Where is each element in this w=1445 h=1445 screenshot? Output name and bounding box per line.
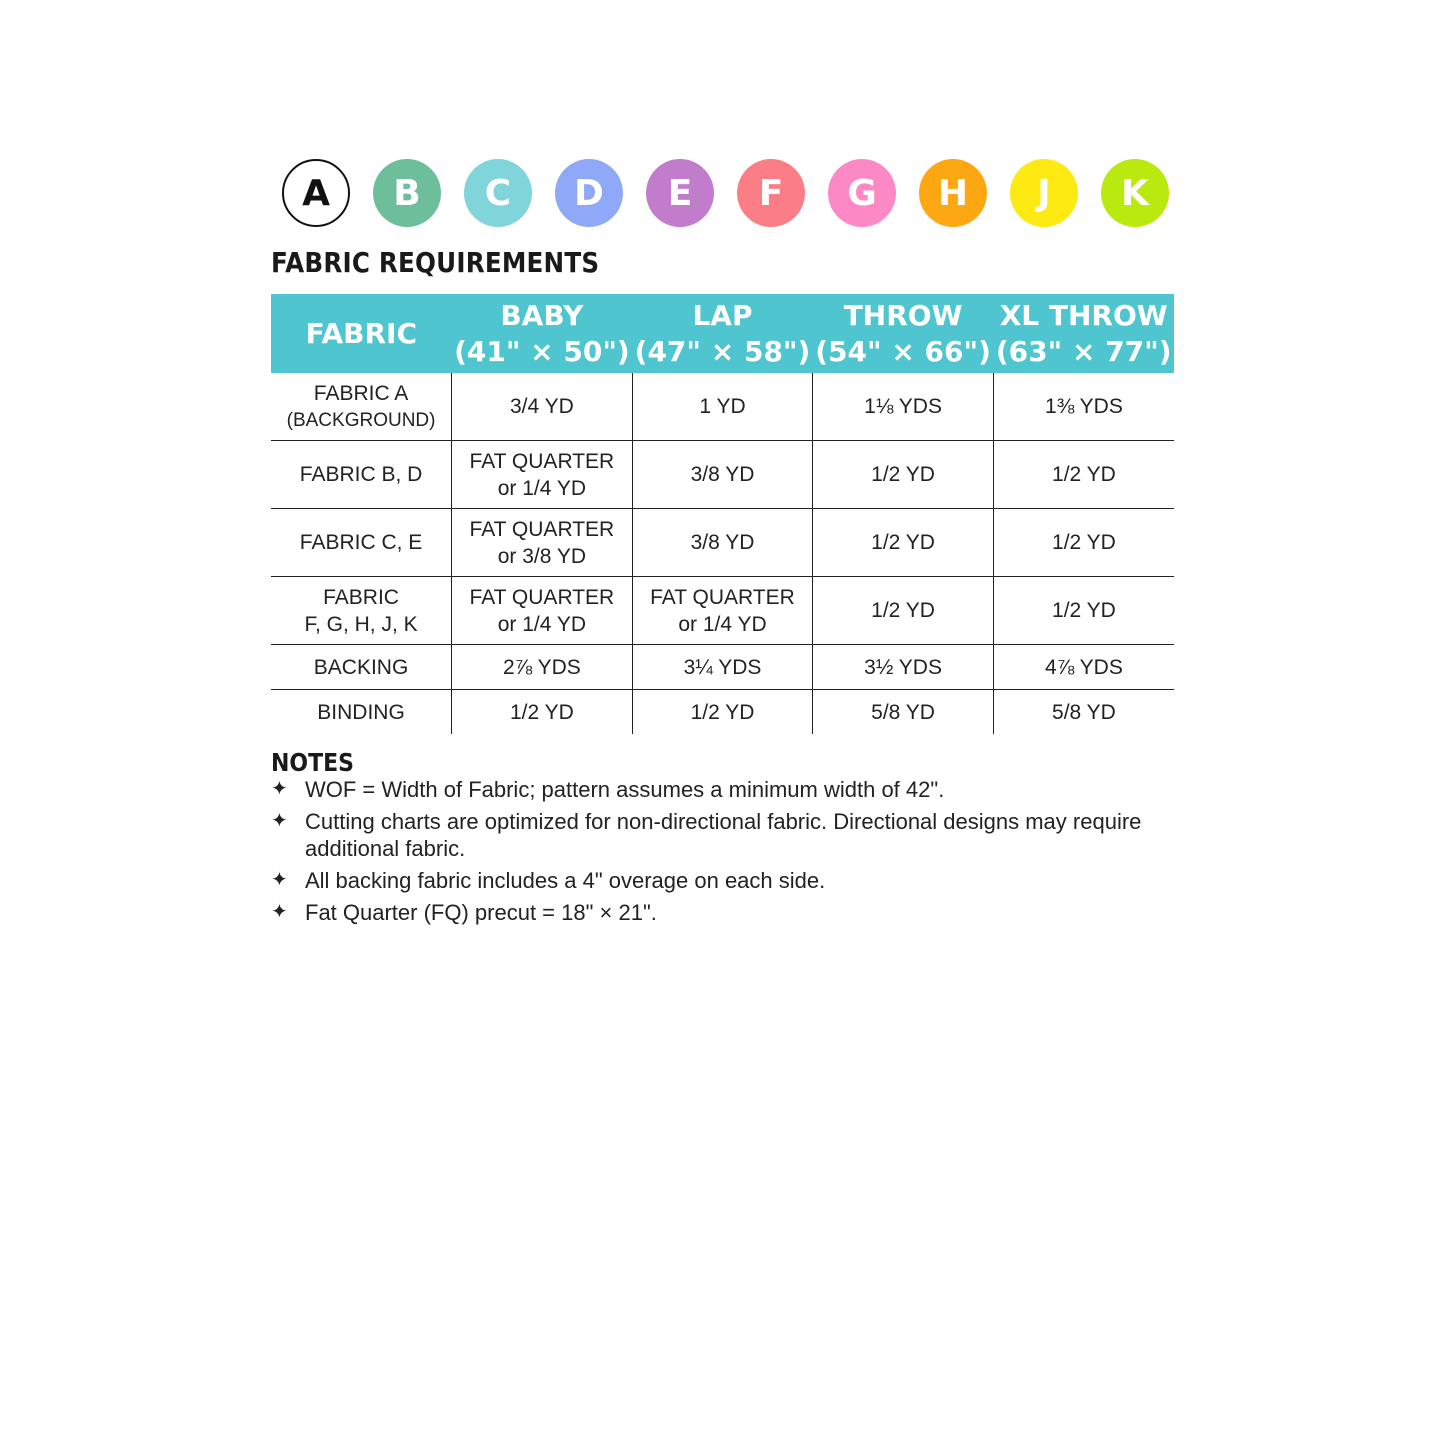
table-row — [271, 645, 1174, 690]
header-label: FABRIC — [305, 316, 418, 350]
cell-line: or 1/4 YD — [678, 612, 767, 636]
note-text: Cutting charts are optimized for non-directional fabric. Directional designs may require additional fabric. — [305, 809, 1142, 861]
swatch-a: A — [282, 159, 350, 227]
baby-cell — [452, 690, 633, 735]
cell-line: 1/2 YD — [1052, 531, 1116, 554]
table-row — [271, 509, 1174, 577]
list-item — [271, 808, 1181, 862]
cell-line: BACKING — [313, 655, 409, 679]
sparkle-bullet-icon: ✦ — [271, 778, 288, 800]
baby-cell — [452, 441, 633, 509]
xl-cell — [993, 509, 1174, 577]
cell-line: FABRIC — [323, 585, 399, 609]
cell-line: 3½ YDS — [864, 655, 942, 679]
table-row — [271, 373, 1174, 441]
cell-line: 1⅜ YDS — [1045, 395, 1123, 418]
header-size: (63" × 77") — [995, 334, 1172, 368]
swatch-b: B — [373, 159, 441, 227]
header-label: THROW — [843, 298, 963, 332]
cell-line: FAT QUARTER — [469, 449, 615, 473]
note-text: WOF = Width of Fabric; pattern assumes a minimum width of 42". — [305, 777, 945, 802]
swatch-f: F — [737, 159, 805, 227]
table-row — [271, 577, 1174, 645]
cell-line: or 1/4 YD — [497, 476, 587, 500]
swatch-g: G — [828, 159, 896, 227]
throw-cell — [813, 645, 994, 690]
cell-line: FABRIC B, D — [299, 463, 423, 486]
list-item — [271, 776, 1181, 803]
lap-cell — [632, 690, 813, 735]
swatch-h: H — [919, 159, 987, 227]
section-title: FABRIC REQUIREMENTS — [271, 246, 600, 279]
throw-cell — [813, 509, 994, 577]
swatch-e: E — [646, 159, 714, 227]
header-baby — [452, 294, 633, 373]
fabric-cell — [271, 690, 452, 735]
fabric-cell — [271, 577, 452, 645]
header-throw — [813, 294, 994, 373]
throw-cell — [813, 690, 994, 735]
cell-line: 3/8 YD — [690, 531, 755, 554]
notes-title: NOTES — [271, 748, 354, 777]
swatch-j: J — [1010, 159, 1078, 227]
throw-cell — [813, 577, 994, 645]
cell-line: 1/2 YD — [690, 700, 755, 724]
fabric-swatch-row — [282, 159, 1169, 227]
lap-cell — [632, 441, 813, 509]
table-header-row — [271, 294, 1174, 373]
header-label: BABY — [500, 298, 584, 332]
xl-cell — [993, 577, 1174, 645]
cell-line: FAT QUARTER — [650, 585, 795, 609]
cell-line: FAT QUARTER — [469, 585, 615, 609]
cell-line: 3¼ YDS — [683, 655, 762, 679]
header-lap — [632, 294, 813, 373]
cell-line: or 1/4 YD — [497, 612, 587, 636]
cell-line: BINDING — [317, 700, 405, 724]
cell-line: (BACKGROUND) — [286, 409, 436, 431]
cell-line: 1/2 YD — [1052, 463, 1116, 486]
cell-line: 1/2 YD — [871, 531, 935, 554]
cell-line: 4⅞ YDS — [1045, 655, 1123, 679]
cell-line: FAT QUARTER — [469, 517, 615, 541]
sparkle-bullet-icon: ✦ — [271, 901, 288, 923]
cell-line: 1/2 YD — [509, 700, 574, 724]
swatch-d: D — [555, 159, 623, 227]
baby-cell — [452, 577, 633, 645]
cell-line: 1⅛ YDS — [864, 395, 942, 418]
cell-line: F, G, H, J, K — [304, 612, 418, 636]
baby-cell — [452, 645, 633, 690]
lap-cell — [632, 373, 813, 441]
fabric-cell — [271, 373, 452, 441]
cell-line: 1/2 YD — [1052, 599, 1116, 622]
note-text: Fat Quarter (FQ) precut = 18" × 21". — [305, 900, 657, 925]
list-item — [271, 899, 1181, 926]
header-fabric — [271, 294, 452, 373]
baby-cell — [452, 509, 633, 577]
list-item — [271, 867, 1181, 894]
swatch-c: C — [464, 159, 532, 227]
header-label: LAP — [692, 298, 753, 332]
header-size: (54" × 66") — [815, 334, 991, 368]
header-size: (41" × 50") — [454, 334, 630, 368]
xl-cell — [993, 690, 1174, 735]
note-text: All backing fabric includes a 4" overage on each side. — [305, 868, 826, 893]
sparkle-bullet-icon: ✦ — [271, 869, 288, 891]
fabric-cell — [271, 645, 452, 690]
table-row — [271, 690, 1174, 735]
header-xl-throw — [993, 294, 1174, 373]
cell-line: FABRIC A — [313, 381, 409, 405]
fabric-cell — [271, 441, 452, 509]
cell-line: 1 YD — [699, 395, 746, 418]
cell-line: 2⅞ YDS — [502, 655, 581, 679]
cell-line: 5/8 YD — [871, 700, 935, 724]
lap-cell — [632, 509, 813, 577]
cell-line: FABRIC C, E — [299, 531, 423, 554]
throw-cell — [813, 441, 994, 509]
fabric-requirements-table — [271, 294, 1174, 734]
baby-cell — [452, 373, 633, 441]
sparkle-bullet-icon: ✦ — [271, 810, 288, 832]
swatch-k: K — [1101, 159, 1169, 227]
cell-line: 1/2 YD — [871, 463, 935, 486]
xl-cell — [993, 373, 1174, 441]
cell-line: 3/8 YD — [690, 463, 755, 486]
xl-cell — [993, 441, 1174, 509]
throw-cell — [813, 373, 994, 441]
cell-line: or 3/8 YD — [497, 544, 587, 568]
lap-cell — [632, 577, 813, 645]
cell-line: 3/4 YD — [509, 395, 574, 418]
cell-line: 1/2 YD — [871, 599, 935, 622]
table-row — [271, 441, 1174, 509]
header-size: (47" × 58") — [634, 334, 811, 368]
notes-list — [271, 776, 1181, 931]
lap-cell — [632, 645, 813, 690]
fabric-cell — [271, 509, 452, 577]
cell-line: 5/8 YD — [1052, 700, 1116, 724]
xl-cell — [993, 645, 1174, 690]
header-label: XL THROW — [999, 298, 1168, 332]
